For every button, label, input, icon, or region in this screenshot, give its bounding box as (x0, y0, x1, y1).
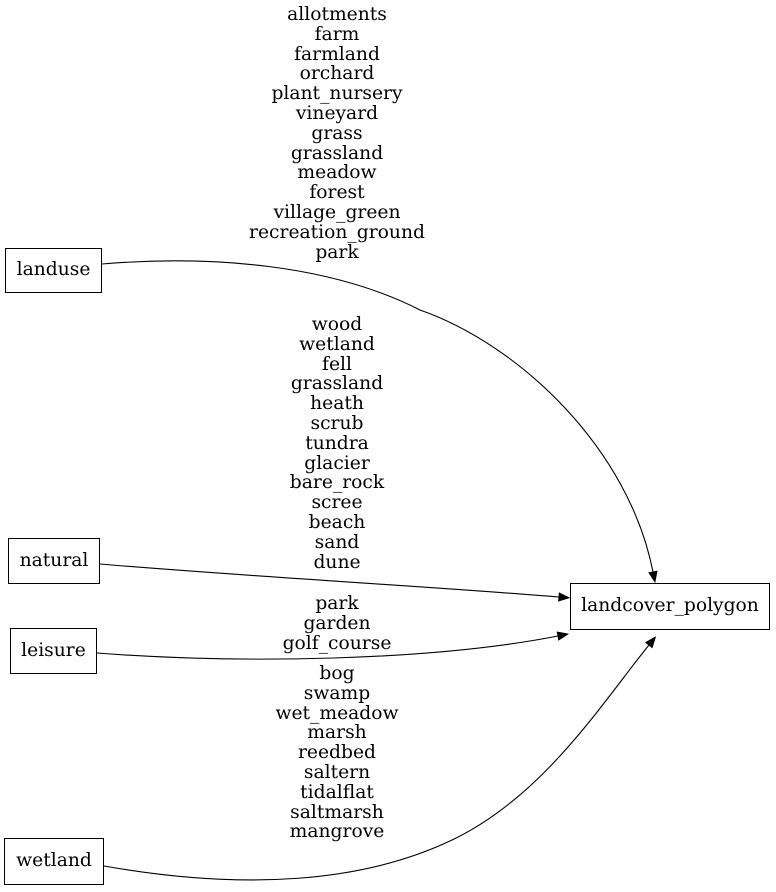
edge-value: wood (311, 314, 363, 335)
edge-value: park (315, 241, 359, 263)
edge-value: glacier (304, 452, 370, 474)
edge-value: scrub (310, 412, 364, 434)
edge-value: wetland (299, 333, 375, 355)
node-landcover-polygon (570, 583, 770, 630)
edge-value: allotments (287, 4, 387, 25)
node-natural (8, 538, 100, 584)
node-landcover-polygon-label: landcover_polygon (581, 595, 759, 617)
edge-value: tidalflat (300, 781, 374, 803)
edge-value: saltmarsh (290, 801, 384, 823)
edge-value: grassland (290, 142, 384, 164)
edge-value: golf_course (282, 632, 392, 654)
node-wetland (4, 838, 104, 885)
edge-value: swamp (303, 682, 371, 704)
edge-value: heath (310, 393, 364, 415)
edge-label-wetland-values (237, 664, 437, 842)
node-leisure (10, 628, 97, 674)
edge-value: forest (309, 182, 365, 204)
edge-value: meadow (297, 162, 377, 184)
edge-value: sand (314, 531, 360, 553)
edge-value: village_green (273, 201, 401, 223)
edge-value: park (315, 593, 359, 614)
edge-value: reedbed (298, 742, 376, 764)
edge-value: garden (303, 612, 371, 634)
node-natural-label: natural (19, 549, 89, 571)
edge-value: scree (311, 492, 363, 514)
edge-value: vineyard (295, 102, 379, 124)
edge-value: beach (308, 511, 366, 533)
edge-value: dune (313, 551, 361, 573)
node-landuse (5, 248, 102, 293)
edge-value: plant_nursery (271, 83, 403, 105)
edge-value: grassland (290, 373, 384, 395)
edge-value: tundra (305, 432, 369, 454)
edge-label-leisure-values (237, 594, 437, 653)
node-landuse-label: landuse (16, 259, 91, 281)
node-wetland-label: wetland (16, 850, 92, 872)
edge-label-natural-values (237, 315, 437, 572)
edge-value: farm (314, 23, 360, 45)
edge-value: bog (319, 663, 355, 684)
edge-value: recreation_ground (249, 221, 425, 243)
edge-value: fell (322, 353, 352, 375)
edge-value: bare_rock (289, 472, 385, 494)
edge-value: wet_meadow (275, 702, 399, 724)
edge-value: farmland (294, 43, 380, 65)
node-leisure-label: leisure (21, 639, 86, 661)
edge-value: orchard (299, 63, 375, 85)
edge-label-landuse-values (237, 5, 437, 262)
edge-value: marsh (307, 722, 367, 744)
edge-value: mangrove (289, 821, 385, 843)
edge-value: saltern (303, 761, 371, 783)
edge-value: grass (311, 122, 363, 144)
